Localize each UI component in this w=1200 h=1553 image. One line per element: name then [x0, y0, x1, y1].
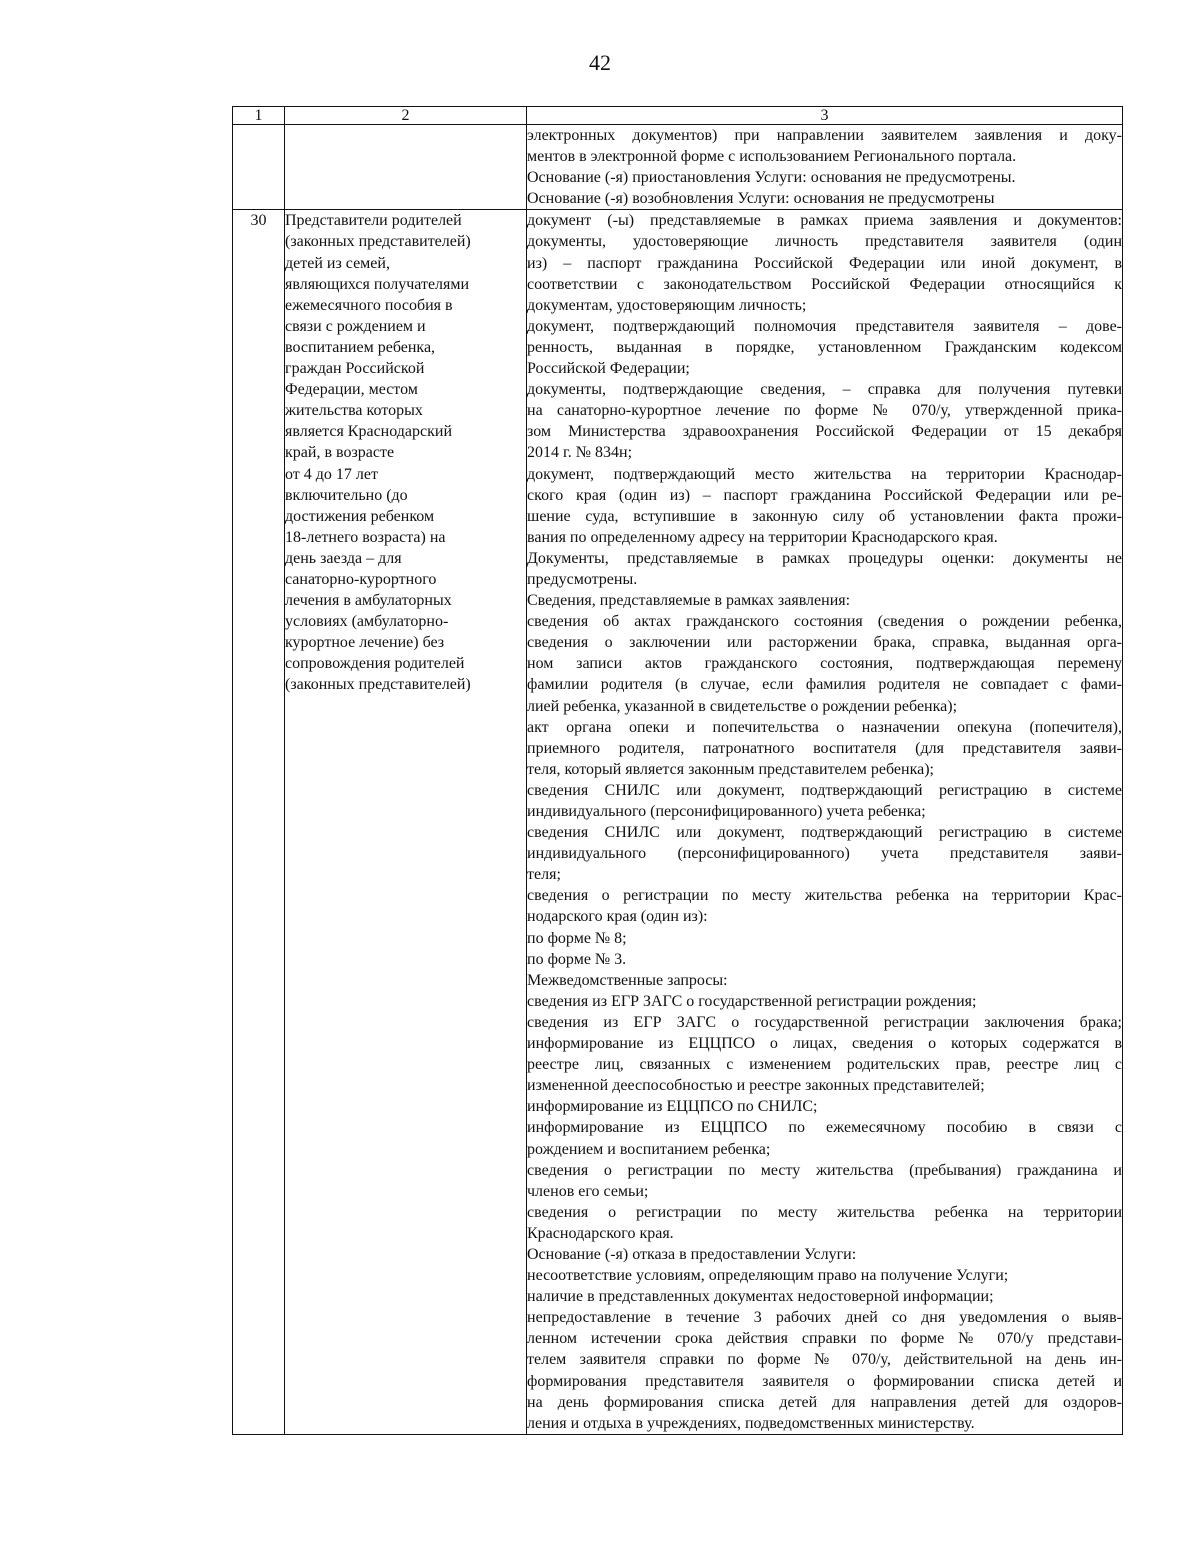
text-line: является Краснодарский [285, 423, 453, 441]
continuation-number-cell [233, 125, 285, 210]
text-line: лией ребенка, указанной в свидетельстве о рождении ребенка); [527, 697, 958, 715]
text-line: соответствии с законодательством Российской Федерации относящийся к [527, 275, 1122, 293]
text-line: зом Министерства здравоохранения Российской Федерации от 15 декабря [527, 423, 1122, 441]
text-line: сведения о регистрации по месту жительства ребенка на территории Крас- [527, 887, 1122, 905]
text-line: Основание (-я) возобновления Услуги: основания не предусмотрены [527, 190, 995, 208]
text-line: теля; [527, 866, 561, 884]
text-line: условиях (амбулаторно- [285, 613, 449, 631]
text-line: непредоставление в течение 3 рабочих дней со дня уведомления о выяв- [527, 1309, 1122, 1327]
text-line: сведения о заключении или расторжении брака, справка, выданная орга- [527, 634, 1122, 652]
text-line: нодарского края (один из): [527, 908, 708, 926]
header-col-2: 2 [285, 107, 527, 125]
text-line: информирование из ЕЦЦПСО по ежемесячному пособию в связи с [527, 1119, 1122, 1137]
text-line: Российской Федерации; [527, 360, 690, 378]
text-line: ментов в электронной форме с использованием Регионального портала. [527, 148, 1017, 166]
text-line: связи с рождением и [285, 317, 426, 335]
text-line: сведения СНИЛС или документ, подтверждающий регистрацию в системе [527, 824, 1122, 842]
text-line: сведения о регистрации по месту жительства (пребывания) гражданина и [527, 1161, 1122, 1179]
continuation-description-cell [527, 125, 1123, 210]
text-line: рождением и воспитанием ребенка; [527, 1140, 771, 1158]
text-line: сопровождения родителей [285, 655, 465, 673]
text-line: предусмотрены. [527, 570, 638, 588]
text-line: информирование из ЕЦЦПСО по СНИЛС; [527, 1098, 818, 1116]
text-line: Основание (-я) отказа в предоставлении Услуги: [527, 1245, 857, 1263]
text-line: (законных представителей) [285, 233, 471, 251]
text-line: документ, подтверждающий полномочия представителя заявителя – дове- [527, 317, 1122, 335]
text-line: членов его семьи; [527, 1182, 649, 1200]
text-line: шение суда, вступившие в законную силу об установлении факта прожи- [527, 507, 1122, 525]
text-line: документы, подтверждающие сведения, – справка для получения путевки [527, 381, 1122, 399]
text-line: ежемесячного пособия в [285, 296, 453, 314]
text-line: день заезда – для [285, 549, 402, 567]
table-row-30 [233, 210, 1123, 1434]
text-line: 2014 г. № 834н; [527, 444, 633, 462]
text-line: формирования представителя заявителя о формировании списка детей и [527, 1372, 1122, 1390]
text-line: лечения в амбулаторных [285, 592, 452, 610]
text-line: Представители родителей [285, 212, 462, 230]
page-number: 42 [589, 50, 611, 75]
text-line: документы, удостоверяющие личность представителя заявителя (один [527, 233, 1122, 251]
text-line: сведения СНИЛС или документ, подтверждающий регистрацию в системе [527, 781, 1122, 799]
text-line: на день формирования списка детей для направления детей для оздоров- [527, 1393, 1122, 1411]
text-line: край, в возрасте [285, 444, 395, 462]
text-line: электронных документов) при направлении заявителем заявления и доку- [527, 127, 1122, 144]
text-line: по форме № 3. [527, 950, 627, 968]
text-line: индивидуального (персонифицированного) учета ребенка; [527, 803, 926, 820]
text-line: Краснодарского края. [527, 1224, 674, 1242]
text-line: достижения ребенком [285, 507, 435, 525]
text-line: документам, удостоверяющим личность; [527, 296, 807, 314]
text-line: сведения о регистрации по месту жительства ребенка на территории [527, 1203, 1122, 1221]
services-table [232, 106, 1123, 1435]
text-line: Основание (-я) приостановления Услуги: основания не предусмотрены. [527, 169, 1016, 187]
text-line: являющихся получателями [285, 275, 470, 293]
text-line: телем заявителя справки по форме № 070/у, действительной на день ин- [527, 1351, 1122, 1369]
text-line: Федерации, местом [285, 381, 418, 399]
text-line: фамилии родителя (в случае, если фамилия родителя не совпадает с фами- [527, 676, 1122, 694]
text-line: воспитанием ребенка, [285, 338, 436, 356]
row-number-cell: 30 [233, 210, 285, 1434]
table-header-row [233, 107, 1123, 125]
service-description-cell [527, 210, 1123, 1434]
text-line: 18-летнего возраста) на [285, 528, 446, 546]
text-line: жительства которых [285, 402, 423, 420]
text-line: по форме № 8; [527, 929, 627, 947]
text-line: измененной дееспособностью и реестре законных представителей; [527, 1077, 985, 1095]
text-line: ленном истечении срока действия справки по форме № 070/у представи- [527, 1330, 1122, 1348]
text-line: детей из семей, [285, 254, 390, 272]
text-line: ского края (один из) – паспорт гражданина Российской Федерации или ре- [527, 486, 1122, 504]
text-line: ренность, выданная в порядке, установленном Гражданским кодексом [527, 338, 1122, 356]
text-line: на санаторно-курортное лечение по форме № 070/у, утвержденной прика- [527, 402, 1122, 420]
text-line: приемного родителя, патронатного воспитателя (для представителя заяви- [527, 739, 1122, 757]
header-col-3: 3 [527, 107, 1123, 125]
text-line: акт органа опеки и попечительства о назначении опекуна (попечителя), [527, 718, 1122, 736]
text-line: наличие в представленных документах недостоверной информации; [527, 1288, 994, 1306]
text-line: включительно (до [285, 486, 408, 504]
text-line: (законных представителей) [285, 676, 471, 694]
text-line: реестре лиц, связанных с изменением родительских прав, реестре лиц с [527, 1056, 1122, 1074]
text-line: из) – паспорт гражданина Российской Федерации или иной документ, в [527, 254, 1122, 272]
text-line: несоответствие условиям, определяющим право на получение Услуги; [527, 1267, 1009, 1285]
text-line: от 4 до 17 лет [285, 465, 378, 483]
continuation-category-cell [285, 125, 527, 210]
text-line: сведения об актах гражданского состояния (сведения о рождении ребенка, [527, 613, 1122, 631]
text-line: теля, который является законным представителем ребенка); [527, 760, 934, 778]
text-line: Документы, представляемые в рамках процедуры оценки: документы не [527, 549, 1122, 567]
text-line: санаторно-курортного [285, 570, 437, 588]
text-line: документ, подтверждающий место жительства на территории Краснодар- [527, 465, 1122, 483]
recipient-category-cell [285, 210, 527, 1434]
text-line: индивидуального (персонифицированного) учета представителя заяви- [527, 845, 1122, 863]
text-line: Межведомственные запросы: [527, 971, 728, 989]
text-line: граждан Российской [285, 360, 425, 378]
header-col-1: 1 [233, 107, 285, 125]
text-line: документ (-ы) представляемые в рамках приема заявления и документов: [527, 212, 1122, 230]
table-row-continuation [233, 125, 1123, 210]
text-line: информирование из ЕЦЦПСО о лицах, сведения о которых содержатся в [527, 1035, 1122, 1053]
text-line: вания по определенному адресу на территории Краснодарского края. [527, 528, 998, 546]
text-line: сведения из ЕГР ЗАГС о государственной регистрации заключения брака; [527, 1013, 1122, 1031]
text-line: ления и отдыха в учреждениях, подведомственных министерству. [527, 1414, 975, 1432]
text-line: ном записи актов гражданского состояния, подтверждающая перемену [527, 655, 1122, 673]
text-line: Сведения, представляемые в рамках заявления: [527, 592, 851, 610]
text-line: курортное лечение) без [285, 634, 445, 652]
text-line: сведения из ЕГР ЗАГС о государственной регистрации рождения; [527, 992, 977, 1010]
